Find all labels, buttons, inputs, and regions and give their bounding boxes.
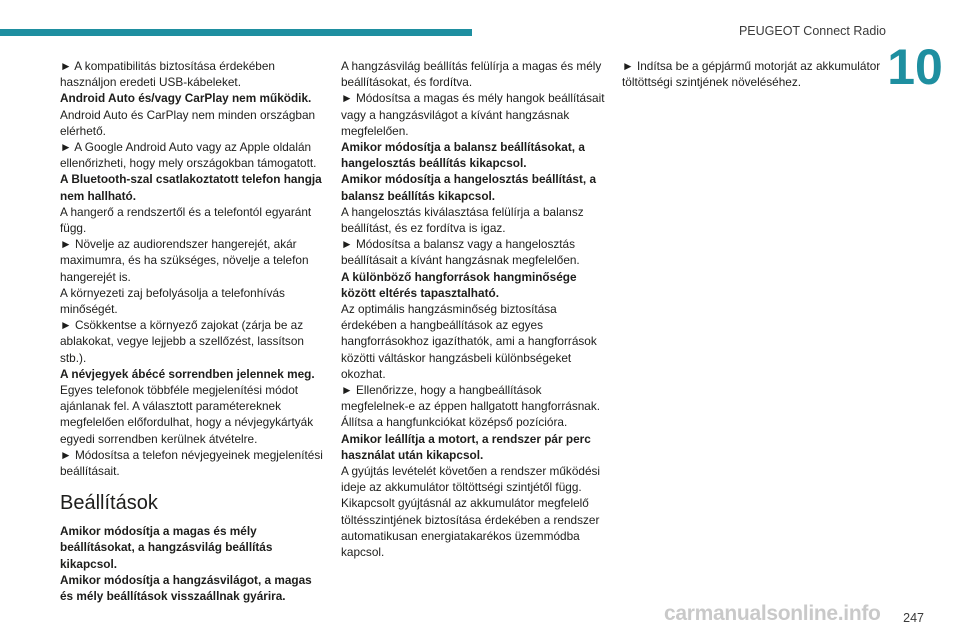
watermark: carmanualsonline.info — [664, 602, 881, 625]
problem-statement: Amikor módosítja a hangelosztás beállítást, a balansz beállítás kikapcsol. — [341, 172, 597, 203]
paragraph: ► Indítsa be a gépjármű motorját az akkumulátor töltöttségi szintjének növeléséhez. — [622, 59, 881, 90]
text-column-2 — [341, 58, 609, 560]
header-title: PEUGEOT Connect Radio — [738, 24, 886, 38]
chapter-number: 10 — [887, 39, 943, 95]
problem-statement: Amikor módosítja a magas és mély beállításokat, a hangzásvilág beállítás kikapcsol. — [60, 524, 273, 571]
paragraph: ► Ellenőrizze, hogy a hangbeállítások megfelelnek-e az éppen hallgatott hangforrásnak. Állítsa a hangfunkciókat középső pozícióra. — [341, 383, 601, 430]
paragraph: ► Módosítsa a telefon névjegyeinek megjelenítési beállításait. — [60, 447, 323, 479]
paragraph: ► Növelje az audiorendszer hangerejét, akár maximumra, és ha szükséges, növelje a telefon hangerejét is. — [60, 237, 309, 284]
paragraph: Kikapcsolt gyújtásnál az akkumulátor megfelelő töltésszintjének biztosítása érdekében a rendszer automatikusan energiatakarékos üzemmódba kapcsol. — [341, 496, 600, 560]
section-heading: Beállítások — [60, 492, 158, 515]
problem-statement: Amikor módosítja a hangzásvilágot, a magas és mély beállítások visszaállnak gyárira. — [60, 572, 312, 604]
paragraph: A hangerő a rendszertől és a telefontól egyaránt függ. — [60, 204, 312, 236]
text-column-3 — [622, 58, 890, 90]
text-column-1 — [60, 58, 328, 604]
problem-statement: Android Auto és/vagy CarPlay nem működik. — [60, 91, 312, 106]
paragraph: A hangzásvilág beállítás felülírja a magas és mély beállításokat, és fordítva. — [341, 59, 602, 90]
paragraph: ► Módosítsa a magas és mély hangok beállításait vagy a hangzásvilágot a kívánt hangzásnak megfelelően. — [341, 91, 605, 138]
problem-statement: A Bluetooth-szal csatlakoztatott telefon hangja nem hallható. — [60, 172, 322, 203]
page-number: 247 — [903, 611, 924, 625]
paragraph: Android Auto és CarPlay nem minden országban elérhető. — [60, 107, 316, 138]
paragraph: Az optimális hangzásminőség biztosítása érdekében a hangbeállítások az egyes hangforrásokhoz igazíthatók, ami a hangforrások közötti váltáskor hangzásbeli különbségeket okozhat. — [341, 302, 597, 381]
problem-statement: A névjegyek ábécé sorrendben jelennek meg. — [60, 366, 315, 381]
paragraph: A környezeti zaj befolyásolja a telefonhívás minőségét. — [60, 285, 285, 317]
header-accent-bar — [0, 29, 472, 36]
paragraph: ► A kompatibilitás biztosítása érdekében használjon eredeti USB-kábeleket. — [60, 59, 275, 90]
paragraph: Egyes telefonok többféle megjelenítési módot ajánlanak fel. A választott paramétereknek megfelelően előfordulhat, hogy a névjegykártyák egyedi sorrendben kerülnek átvételre. — [60, 383, 314, 446]
problem-statement: Amikor módosítja a balansz beállításokat, a hangelosztás beállítás kikapcsol. — [341, 140, 585, 171]
paragraph: A hangelosztás kiválasztása felülírja a balansz beállítást, és ez fordítva is igaz. — [341, 204, 584, 236]
paragraph: A gyújtás levételét követően a rendszer működési ideje az akkumulátor töltöttségi szintjétől függ. — [341, 464, 601, 495]
paragraph: ► Csökkentse a környező zajokat (zárja be az ablakokat, vegye lejjebb a szellőzést, lassítson stb.). — [60, 318, 304, 365]
problem-statement: Amikor leállítja a motort, a rendszer pár perc használat után kikapcsol. — [341, 431, 591, 462]
paragraph: ► Módosítsa a balansz vagy a hangelosztás beállításait a kívánt hangzásnak megfelelően. — [341, 237, 580, 268]
paragraph: ► A Google Android Auto vagy az Apple oldalán ellenőrizheti, hogy mely országokban támogatott. — [60, 140, 317, 171]
problem-statement: A különböző hangforrások hangminősége között eltérés tapasztalható. — [341, 269, 577, 300]
